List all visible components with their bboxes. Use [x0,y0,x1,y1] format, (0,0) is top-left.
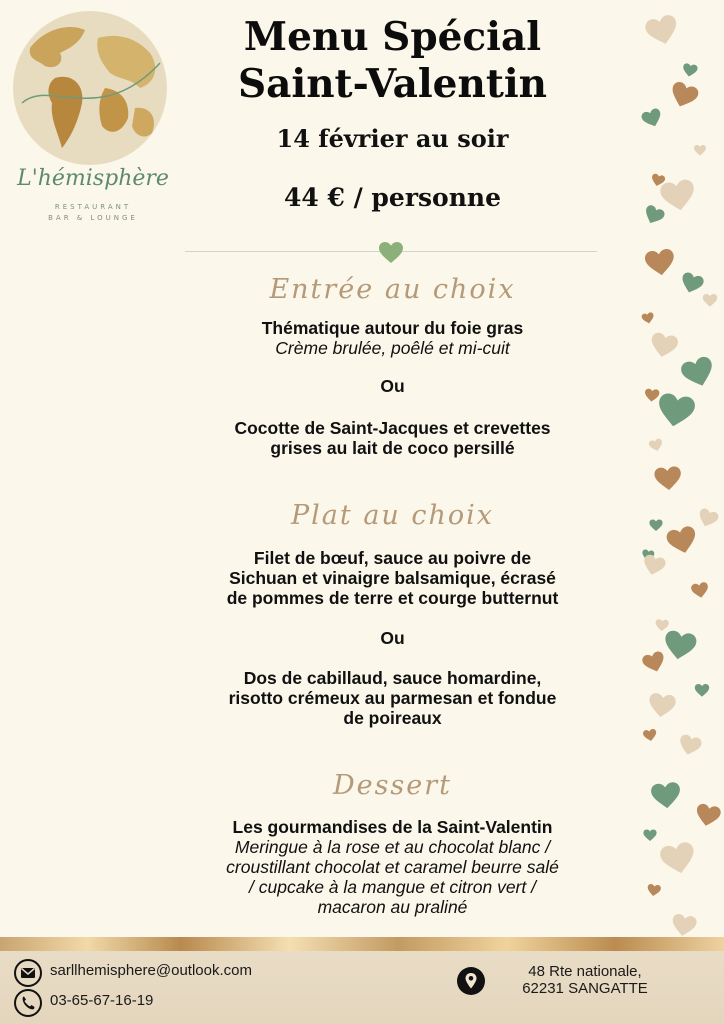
contact-email[interactable]: sarllhemisphere@outlook.com [50,962,252,979]
plat-dish-1-line-2: Sichuan et vinaigre balsamique, écrasé [229,568,556,588]
dessert-desc-line-4: macaron au praliné [317,897,468,917]
heart-icon [649,520,662,532]
plat-dish-2-line-1: Dos de cabillaud, sauce homardine, [243,668,542,688]
heart-icon [682,63,698,78]
plat-dish-2-line-3: de poireaux [343,708,442,728]
heart-icon [641,312,655,325]
entree-dish-2 [165,418,620,458]
heart-icon [654,466,682,491]
heart-icon [641,650,667,675]
entree-dish-2-line-1: Cocotte de Saint-Jacques et crevettes [234,418,551,438]
heart-icon [659,178,697,213]
plat-dish-1 [165,548,620,608]
heart-icon [694,803,722,829]
address [500,963,670,997]
heart-icon [655,392,696,429]
heart-icon [644,13,681,47]
heart-icon [650,782,681,810]
heart-icon [647,884,662,897]
menu-title [185,14,600,108]
heart-icon [643,728,658,742]
plat-or-separator: Ou [380,628,405,648]
plat-dish-2-line-2: risotto crémeux au parmesan et fondue [228,688,557,708]
plat-dish-2 [165,668,620,728]
email-icon [14,959,42,987]
dessert-desc-line-2: croustillant chocolat et caramel beurre salé [226,857,559,877]
heart-icon [655,619,669,632]
heart-icon [644,248,676,277]
entree-dish-1: Thématique autour du foie gras [261,318,524,338]
gold-foil-band [0,937,724,951]
plat-dish-1-line-1: Filet de bœuf, sauce au poivre de [253,548,532,568]
heart-icon [643,830,656,842]
contact-phone[interactable]: 03-65-67-16-19 [50,992,154,1009]
address-line-2: 62231 SANGATTE [522,980,648,997]
heart-icon [694,145,706,156]
restaurant-logo [8,8,170,223]
logo-name: L'hémisphère [17,166,169,191]
heart-icon [379,242,403,264]
dessert-description [160,837,625,917]
plat-dish-1-line-3: de pommes de terre et courge butternut [226,588,559,608]
dessert-desc-line-3: / cupcake à la mangue et citron vert / [249,877,536,897]
footer [0,951,724,1024]
heart-icon [677,734,703,758]
heart-icon [696,507,720,529]
location-pin-icon [456,966,486,996]
title-line-2: Saint-Valentin [237,61,548,107]
heart-icon [679,271,705,296]
section-title-entree: Entrée au choix [269,274,516,305]
section-title-dessert: Dessert [332,770,453,801]
section-title-plat: Plat au choix [290,500,495,531]
heart-icon [649,331,680,359]
heart-icon [640,107,664,129]
entree-dish-2-line-2: grises au lait de coco persillé [270,438,515,458]
logo-subtitle-bar-lounge: BAR & LOUNGE [48,214,138,222]
heart-icon [648,438,664,453]
heart-icon [667,80,700,111]
entree-or-separator: Ou [380,376,405,396]
heart-icon [659,841,698,877]
dessert-dish: Les gourmandises de la Saint-Valentin [232,817,553,837]
heart-icon [662,629,697,661]
heart-icon [644,388,659,402]
heart-icon [647,692,676,719]
phone-icon [14,989,42,1017]
logo-subtitle-restaurant: RESTAURANT [54,203,132,211]
heart-icon [642,204,667,227]
heart-icon [695,684,709,697]
heart-icon [665,525,699,556]
dessert-desc-line-1: Meringue à la rose et au chocolat blanc / [234,837,551,857]
heart-icon [679,355,717,391]
globe-icon [10,8,170,168]
heart-icon [703,294,717,307]
entree-dish-1-description: Crème brulée, poêlé et mi-cuit [275,338,510,358]
decorative-hearts [640,0,724,940]
heart-icon [691,582,710,599]
menu-price: 44 € / personne [284,183,501,212]
title-line-1: Menu Spécial [243,14,542,60]
heart-icon [670,913,697,938]
address-line-1: 48 Rte nationale, [528,963,642,980]
menu-date: 14 février au soir [276,124,509,153]
